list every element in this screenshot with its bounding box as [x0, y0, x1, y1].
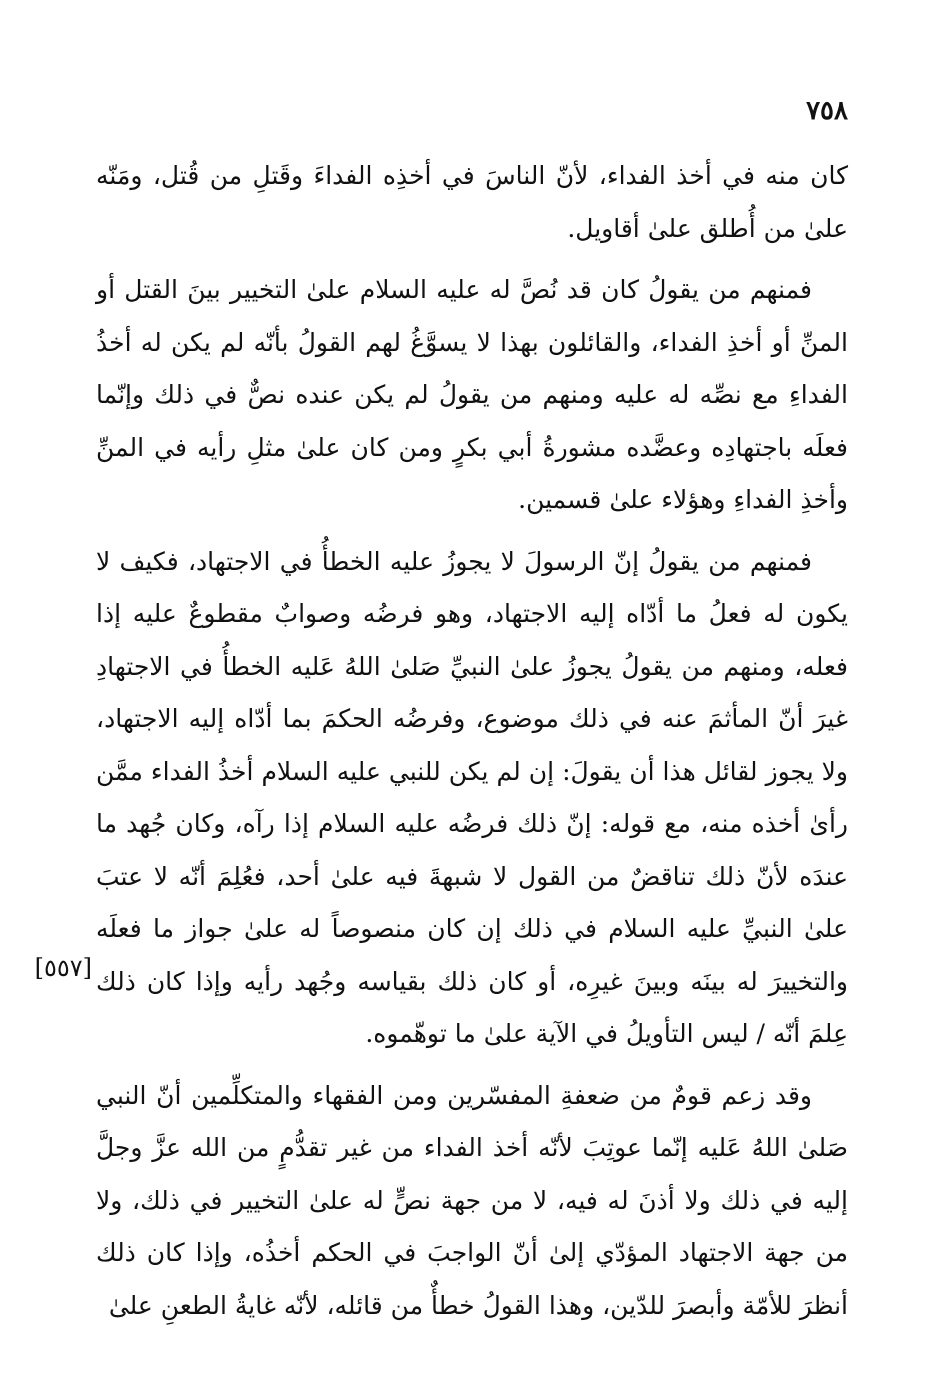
paragraph: كان منه في أخذ الفداء، لأنّ الناسَ في أخذِه الفداءَ وقَتلِ من قُتل، ومَنّه علىٰ من أُطلق علىٰ أقاويل.: [96, 161, 848, 243]
paragraph: وقد زعم قومٌ من ضعفةِ المفسّرين ومن الفقهاء والمتكلِّمين أنّ النبي صَلىٰ اللهُ عَليه إنّما عوتِبَ لأنّه أخذ الفداء من غير تقدُّمٍ من الله عزَّ وجلَّ إليه في ذلك ولا أذنَ له فيه، لا من جهة نصٍّ له علىٰ التخيير في ذلك، ولا من جهة الاجتهاد المؤدّي إلىٰ أنّ الواجبَ في الحكم أخذُه، وإذا كان ذلك أنظرَ للأمّة وأبصرَ للدّين، وهذا القولُ خطأٌ من قائله، لأنّه غايةُ الطعنِ علىٰ: [96, 1080, 848, 1320]
body-text: [96, 150, 848, 1341]
paragraph: فمنهم من يقولُ كان قد نُصَّ له عليه السلام علىٰ التخيير بينَ القتل أو المنِّ أو أخذِ الفداء، والقائلون بهذا لا يسوَّغُ لهم القولُ بأنّه لم يكن له أخذُ الفداءِ مع نصِّه له عليه ومنهم من يقولُ لم يكن عنده نصٌّ في ذلك وإنّما فعلَه باجتهادِه وعضَّده مشورةُ أبي بكرٍ ومن كان علىٰ مثلِ رأيه في المنِّ وأخذِ الفداءِ وهؤلاء علىٰ قسمين.: [96, 275, 848, 514]
page-number: ٧٥٨: [806, 96, 848, 126]
paragraph: فمنهم من يقولُ إنّ الرسولَ لا يجوزُ عليه الخطأُ في الاجتهاد، فكيف لا يكون له فعلُ ما أدّاه إليه الاجتهاد، وهو فرضُه وصوابٌ مقطوعٌ عليه إذا فعله، ومنهم من يقولُ يجوزُ علىٰ النبيِّ صَلىٰ اللهُ عَليه الخطأُ في الاجتهادِ غيرَ أنّ المأثمَ عنه في ذلك موضوع، وفرضُه الحكمَ بما أدّاه إليه الاجتهاد، ولا يجوز لقائل هذا أن يقولَ: إن لم يكن للنبي عليه السلام أخذُ الفداء ممَّن رأىٰ أخذه منه، مع قوله: إنّ ذلك فرضُه عليه السلام إذا رآه، وكان جُهد ما عندَه لأنّ ذلك تناقضٌ من القول لا شبهةَ فيه علىٰ أحد، فعُلِمَ أنّه لا عتبَ علىٰ النبيِّ عليه السلام في ذلك إن كان منصوصاً له علىٰ جواز ما فعلَه والتخييرَ له بينَه وبينَ غيرِه، أو كان ذلك بقياسه وجُهد رأيه وإذا كان ذلك عِلمَ أنّه / ليس التأويلُ في الآية علىٰ ما توهّموه.: [96, 546, 848, 1048]
margin-reference: [٥٥٧]: [34, 954, 92, 982]
